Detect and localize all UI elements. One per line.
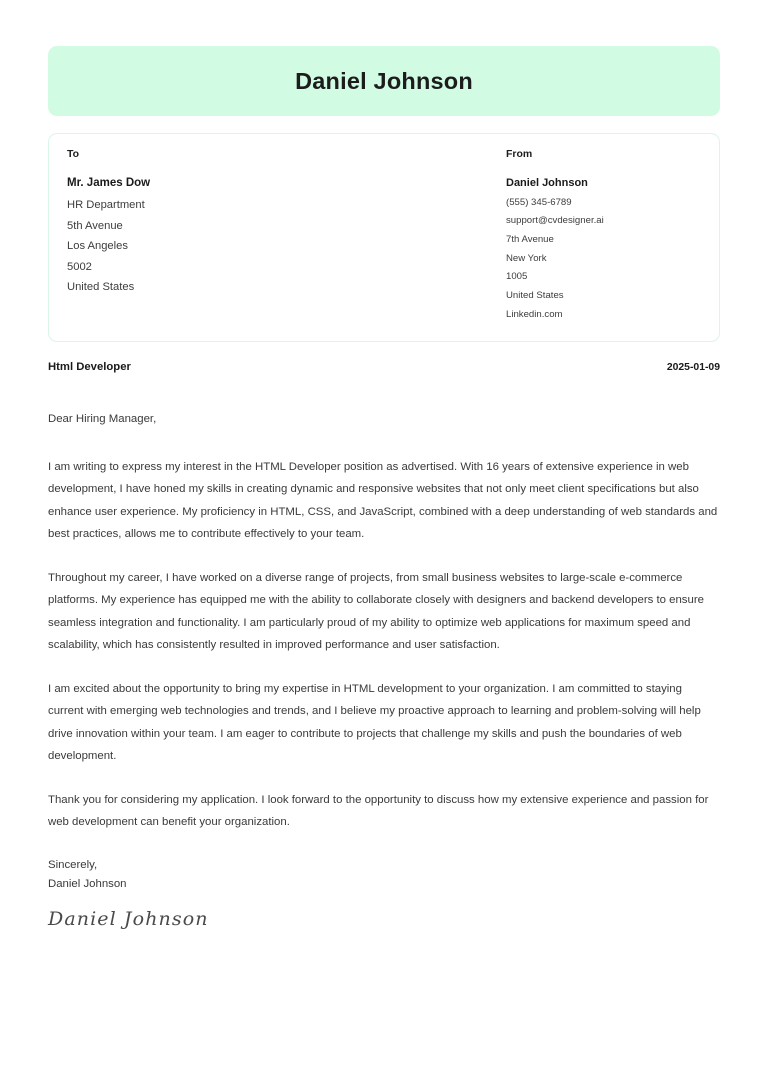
body-paragraph: I am excited about the opportunity to bring my expertise in HTML development to your organization. I am committed to staying current with emerging web technologies and trends, and I believe my proactive approach to learning and problem-solving will help drive innovation within your team. I am eager to contribute to projects that challenge my skills and push the boundaries of web development.: [48, 683, 701, 762]
recipient-line: 5th Avenue: [67, 219, 123, 232]
body-paragraph: Throughout my career, I have worked on a diverse range of projects, from small business websites to large-scale e-commerce platforms. My experience has equipped me with the ability to collaborate closely with designers and backend developers to ensure seamless integration and functionality. I am particularly proud of my ability to optimize web applications for maximum speed and scalability, which has consistently resulted in improved performance and user satisfaction.: [48, 572, 704, 651]
signer-name: Daniel Johnson: [48, 877, 127, 890]
header-banner: [48, 46, 720, 116]
letter-body: [48, 408, 720, 931]
sender-linkedin: Linkedin.com: [506, 308, 563, 320]
recipient-heading: To: [67, 148, 80, 160]
recipient-line: Los Angeles: [67, 240, 128, 253]
closing-salutation: Sincerely,: [48, 858, 98, 871]
job-title: Html Developer: [48, 361, 131, 373]
signature: Daniel Johnson: [48, 908, 209, 931]
sender-line: 1005: [506, 271, 528, 283]
sender-email: support@cvdesigner.ai: [506, 215, 604, 227]
sender-line: 7th Avenue: [506, 234, 554, 246]
sender-name: Daniel Johnson: [506, 176, 588, 189]
sender-block: [506, 148, 716, 325]
body-paragraph: Thank you for considering my application. I look forward to the opportunity to discuss how my extensive experience and passion for web development can benefit your organization.: [48, 794, 709, 829]
recipient-name: Mr. James Dow: [67, 176, 151, 189]
recipient-line: 5002: [67, 260, 92, 273]
sender-line: United States: [506, 290, 564, 302]
body-paragraph: I am writing to express my interest in the HTML Developer position as advertised. With 16 years of extensive experience in web development, I have honed my skills in creating dynamic and responsive websites that not only meet client specifications but also enhance user experience. My proficiency in HTML, CSS, and JavaScript, combined with a deep understanding of web standards and best practices, allows me to contribute effectively to your team.: [48, 461, 718, 540]
recipient-block: [67, 148, 367, 297]
recipient-line: United States: [67, 280, 135, 293]
letter-date: 2025-01-09: [666, 362, 720, 373]
sender-heading: From: [506, 148, 533, 160]
closing-block: [48, 856, 720, 932]
subject-row: [48, 361, 720, 373]
page-title: Daniel Johnson: [295, 67, 473, 94]
salutation: Dear Hiring Manager,: [48, 413, 157, 425]
sender-line: New York: [506, 252, 547, 264]
address-card: [48, 133, 720, 342]
recipient-line: HR Department: [67, 199, 145, 212]
sender-phone: (555) 345-6789: [506, 196, 572, 208]
